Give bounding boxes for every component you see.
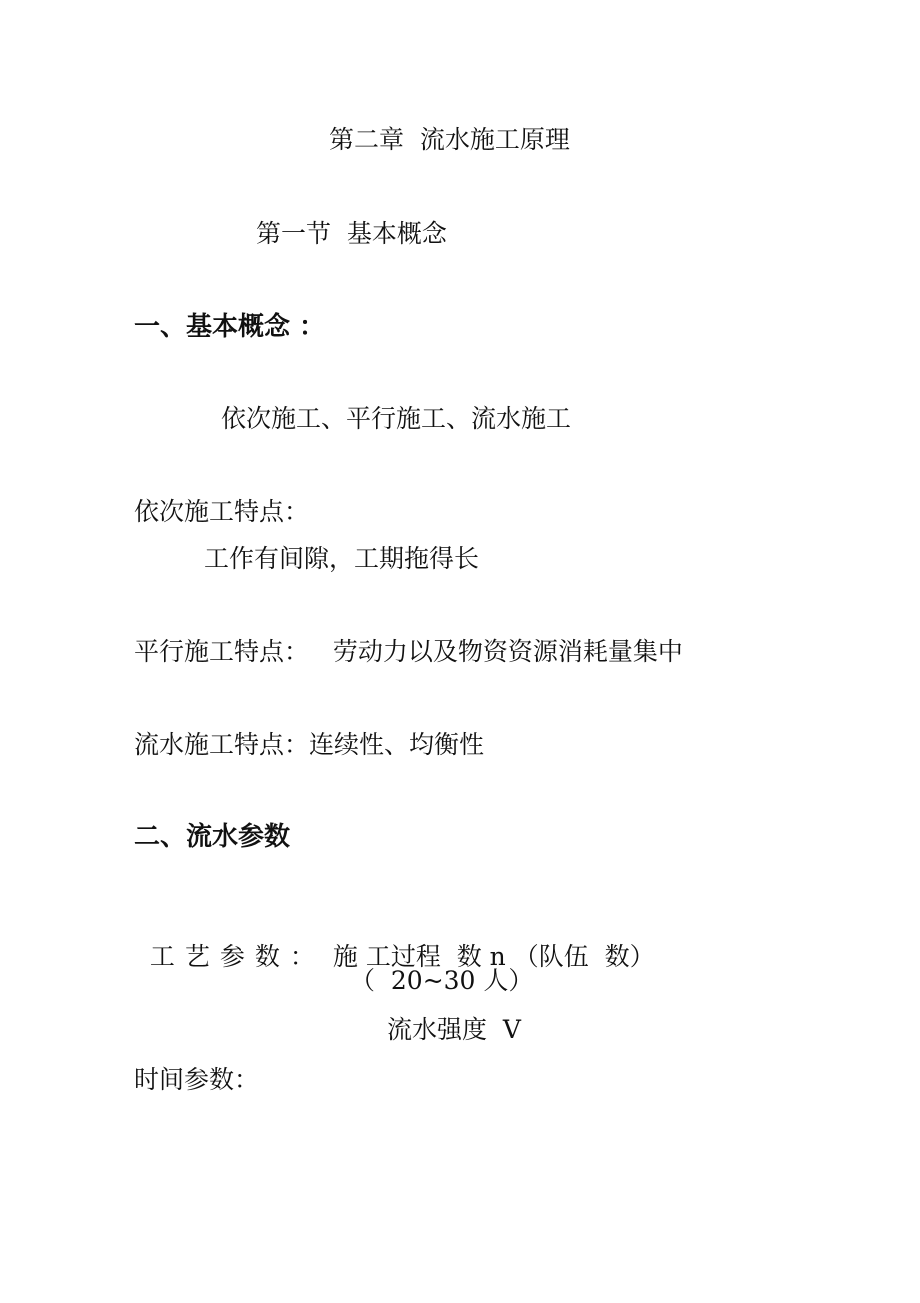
process-parameters-line: [134, 919, 655, 969]
process-parameters-label: 工艺参数：: [149, 942, 325, 971]
heading-basic-concepts: 一、基本概念 ：: [134, 312, 326, 342]
sequential-features-desc: 工作有间隙，工期拖得长: [204, 544, 480, 573]
parallel-features-line: 平行施工特点： 劳动力以及物资资源消耗量集中: [134, 637, 683, 666]
section-title: 第一节 基本概念: [256, 219, 447, 248]
team-size-note: （ 20~30 人）: [350, 966, 534, 995]
flow-features-line: 流水施工特点：连续性、均衡性: [134, 730, 485, 759]
process-parameters-value: 施 工过程 数 n （队伍 数）: [324, 942, 655, 971]
chapter-title: 第二章 流水施工原理: [329, 125, 570, 154]
construction-methods-list: 依次施工、平行施工、流水施工: [221, 404, 572, 433]
time-parameters-label: 时间参数：: [134, 1065, 260, 1094]
heading-flow-parameters: 二、流水参数: [134, 822, 291, 852]
flow-intensity-line: 流水强度 V: [387, 1015, 521, 1044]
sequential-features-label: 依次施工特点：: [134, 497, 310, 526]
